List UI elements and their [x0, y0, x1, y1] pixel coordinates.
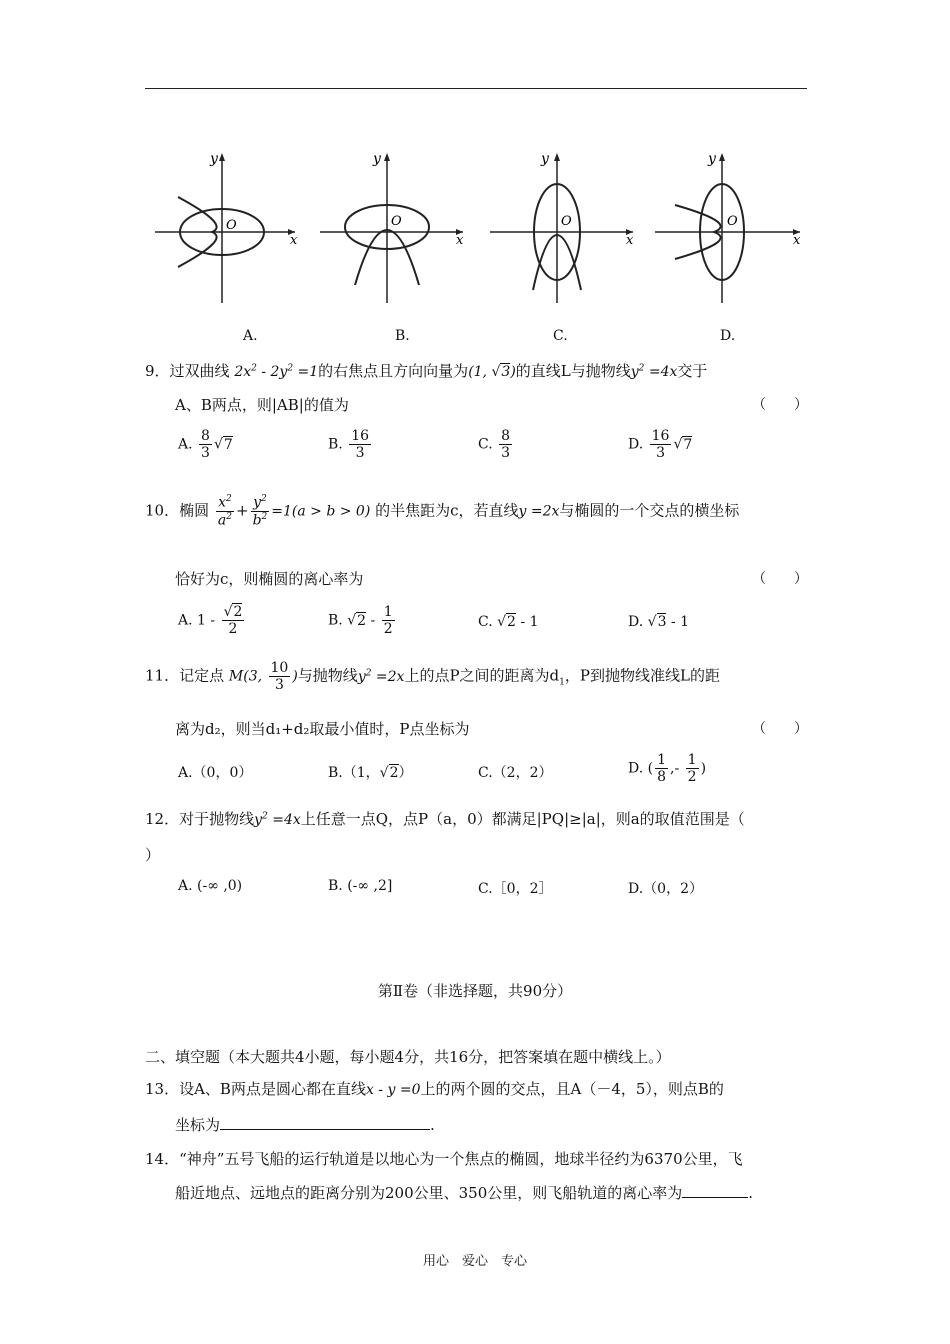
- option-a: A. 1 - $\frac{√2}{2}$: [178, 604, 243, 638]
- question-text: 记定点: [179, 666, 225, 685]
- origin-label: O: [727, 214, 738, 229]
- answer-paren: （ ）: [752, 721, 808, 737]
- question-text: 上任意一点Q，点P（a，0）都满足|PQ|≥|a|，则a的取值范围是（: [300, 810, 745, 828]
- answer-paren: （ ）: [752, 397, 808, 413]
- question-11-line1: 11．记定点 M(3, $\frac{10}{3}$ )与抛物线$y^2 =2x$上的点P之间的距离为$d_1$，P到抛物线准线L的距: [145, 660, 720, 694]
- question-number: 9．: [145, 362, 170, 380]
- option-a: A. (-∞ ,0): [178, 878, 243, 894]
- graph-c: [485, 145, 645, 310]
- option-d: D. √3 - 1: [628, 614, 690, 630]
- axis-x-label: x: [456, 233, 464, 248]
- question-text: 设A、B两点是圆心都在直线: [179, 1080, 366, 1098]
- question-text: ，P到抛物线准线L的距: [564, 666, 720, 685]
- answer-blank[interactable]: [220, 1115, 430, 1130]
- figure-label-c: C.: [553, 328, 568, 344]
- question-14-line2: 船近地点、远地点的距离分别为200公里、350公里，则飞船轨道的离心率为 .: [175, 1184, 754, 1202]
- option-b: B. (-∞ ,2]: [328, 878, 393, 894]
- question-text: 对于抛物线: [179, 810, 255, 828]
- axis-y-label: y: [210, 151, 218, 167]
- question-number: 10．: [145, 501, 180, 520]
- answer-paren: （ ）: [752, 571, 808, 587]
- option-a: A. $\frac{8}{3}$ √7: [178, 428, 233, 462]
- question-text: 上的点P之间的距离为d: [404, 666, 560, 685]
- question-13-line2: 坐标为 .: [175, 1116, 435, 1134]
- origin-label: O: [391, 214, 402, 229]
- axis-x-label: x: [290, 233, 298, 248]
- graph-d: [650, 145, 810, 310]
- graph-options-figures: [150, 145, 810, 310]
- question-10-line1: 10．椭圆 $\frac{x^2}{a^2}$ + $\frac{y^2}{b^2}$ =1(a > b > 0) 的半焦距为c，若直线y =2x与椭圆的一个交点的横坐标: [145, 494, 740, 529]
- answer-blank[interactable]: [682, 1183, 748, 1198]
- origin-label: O: [561, 214, 572, 229]
- question-text: 的直线L与抛物线: [515, 362, 631, 380]
- question-9-line1: 9．过双曲线 $2x^2 - 2y^2 =1$的右焦点且方向向量为(1, √3)的直线L与抛物线$y^2 =4x$交于: [145, 362, 708, 380]
- part-2-title: 第Ⅱ卷（非选择题，共90分）: [377, 982, 573, 1000]
- question-number: 14．: [145, 1150, 180, 1168]
- question-14-line1: [145, 1148, 743, 1169]
- question-text: 与抛物线: [297, 666, 358, 685]
- question-text: 上的两个圆的交点，且A（－4，5），则点B的: [420, 1080, 724, 1098]
- option-d: D. $\frac{16}{3}$ √7: [628, 428, 693, 462]
- figure-label-d: D.: [720, 328, 736, 344]
- option-c: C.（2，2）: [478, 765, 553, 781]
- question-11-line2: 离为d₂，则当d₁+d₂取最小值时，P点坐标为: [175, 720, 470, 738]
- axis-x-label: x: [793, 233, 801, 248]
- option-b: B. √2 - $\frac{1}{2}$: [328, 604, 393, 638]
- header-rule: [145, 88, 807, 89]
- option-c: C. √2 - 1: [478, 614, 539, 630]
- question-text: 的半焦距为c，若直线: [375, 501, 519, 520]
- question-text: 的右焦点且方向向量为: [318, 362, 469, 380]
- option-b: B. $\frac{16}{3}$: [328, 428, 370, 462]
- option-d: D.（0，2）: [628, 881, 703, 897]
- axis-y-label: y: [708, 151, 716, 167]
- question-12-line2: ）: [145, 846, 161, 864]
- figure-label-a: A.: [243, 328, 258, 344]
- question-text: 过双曲线: [169, 362, 230, 380]
- question-number: 11．: [145, 666, 180, 685]
- option-d: D. ( $\frac{1}{8}$ ,- $\frac{1}{2}$ ): [628, 752, 707, 786]
- graph-a: [150, 145, 310, 310]
- question-9-line2: A、B两点，则|AB|的值为: [175, 396, 349, 414]
- question-13-line1: 13．设A、B两点是圆心都在直线x - y =0上的两个圆的交点，且A（－4，5），则点B的: [145, 1080, 724, 1098]
- question-12-line1: 12．对于抛物线$y^2 =4x$上任意一点Q，点P（a，0）都满足|PQ|≥|a|，则a的取值范围是（: [145, 810, 745, 828]
- option-c: C.［0，2］: [478, 881, 553, 897]
- question-number: 12．: [145, 810, 180, 828]
- question-text: 椭圆: [179, 501, 210, 520]
- origin-label: O: [226, 218, 237, 233]
- axis-y-label: y: [373, 151, 381, 167]
- graph-b: [315, 145, 475, 310]
- question-text: 交于: [677, 362, 708, 380]
- option-a: A.（0，0）: [178, 765, 253, 781]
- axis-x-label: x: [626, 233, 634, 248]
- page-footer: 用心 爱心 专心: [422, 1254, 527, 1269]
- axis-y-label: y: [541, 151, 549, 167]
- section-heading: 二、填空题（本大题共4小题，每小题4分，共16分，把答案填在题中横线上。）: [145, 1048, 671, 1066]
- option-b: B.（1，√2）: [328, 765, 413, 781]
- question-10-line2: 恰好为c，则椭圆的离心率为: [175, 570, 364, 588]
- question-text: “神舟”五号飞船的运行轨道是以地心为一个焦点的椭圆，地球半径约为6370公里，飞: [179, 1150, 743, 1168]
- option-c: C. $\frac{8}{3}$: [478, 428, 511, 462]
- question-text: 与椭圆的一个交点的横坐标: [559, 501, 740, 520]
- question-number: 13．: [145, 1080, 180, 1098]
- figure-label-b: B.: [395, 328, 410, 344]
